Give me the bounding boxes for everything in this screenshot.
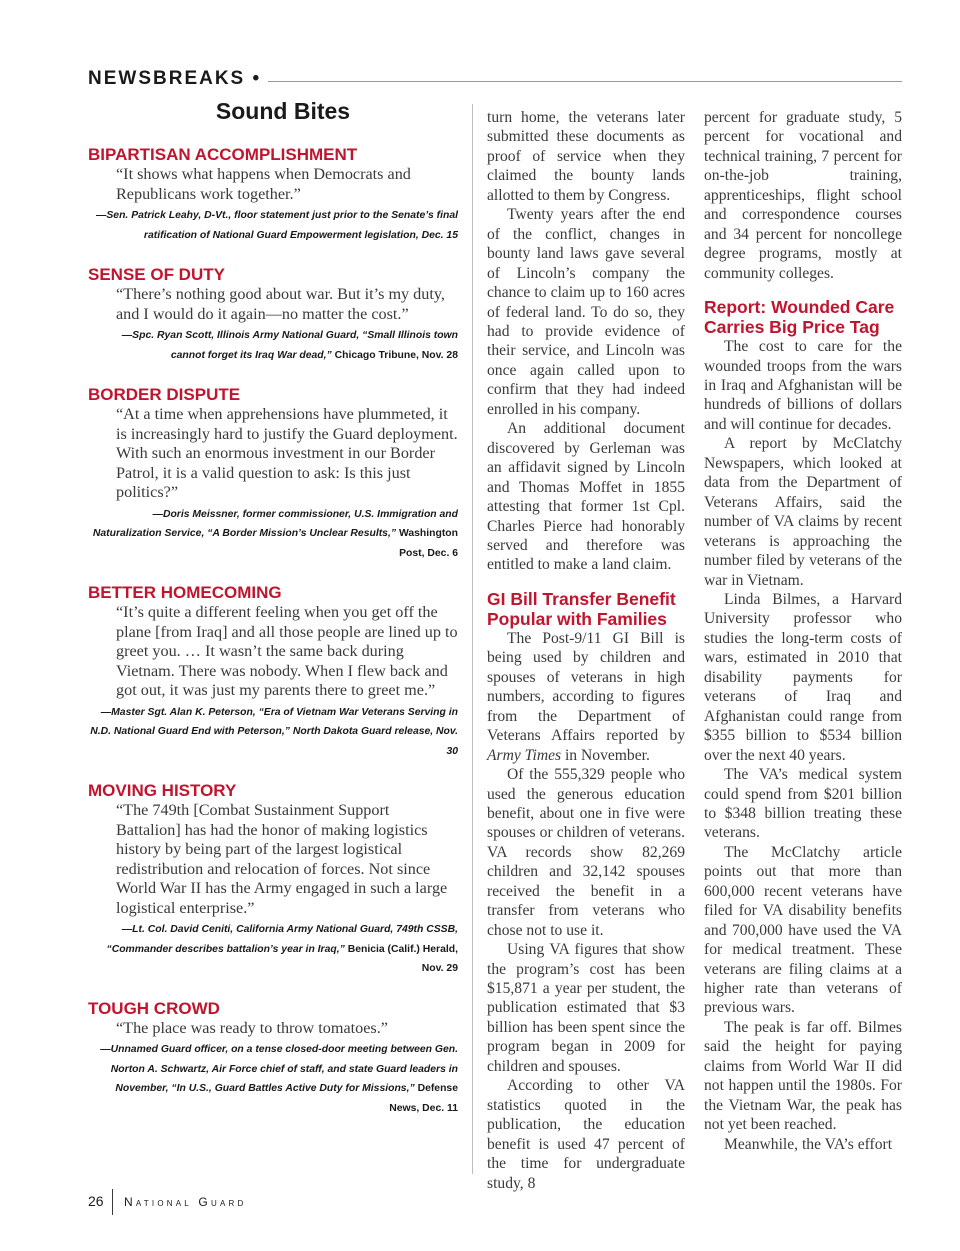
body-paragraph: percent for graduate study, 5 percent for vocational and technical training, 7 percent for on-the-job training, apprenticeships, flight school and correspondence courses and 34 percent for noncollege degree programs, mostly at community colleges. bbox=[704, 109, 902, 282]
body-paragraph: The peak is far off. Bilmes said the height for paying claims from World War II did not happen until the 1980s. For the Vietnam War, the peak has not yet been reached. bbox=[704, 1018, 902, 1134]
sound-bite bbox=[88, 385, 458, 563]
section-label: NEWSBREAKS • bbox=[88, 68, 262, 89]
attribution-text: —Spc. Ryan Scott, Illinois Army National Guard, “Small Illinois town cannot forget its Iraq War dead,” bbox=[121, 330, 458, 361]
sound-bite bbox=[88, 265, 458, 365]
body-paragraph: The cost to care for the wounded troops from the wars in Iraq and Afghanistan will be hundreds of billions of dollars and will continue for decades. bbox=[704, 338, 902, 433]
attribution-text: —Sen. Patrick Leahy, D-Vt., floor statement just prior to the Senate’s final ratification of National Guard Empowerment legislation, Dec. 15 bbox=[95, 210, 458, 241]
sound-bite-heading: BETTER HOMECOMING bbox=[88, 583, 282, 602]
sound-bite-heading: TOUGH CROWD bbox=[88, 998, 220, 1018]
body-paragraph: The VA’s medical system could spend from $201 billion to $348 billion treating these veterans. bbox=[704, 766, 902, 842]
sound-bite-heading: MOVING HISTORY bbox=[88, 781, 237, 800]
sound-bite-quote: “There’s nothing good about war. But it’s my duty, and I would do it again—no matter the cost.” bbox=[116, 285, 445, 323]
body-paragraph: The McClatchy article points out that more than 600,000 recent veterans have filed for VA disability benefits and 700,000 have used the VA for medical treatment. These veterans are filing claims at a higher rate than veterans of previous wars. bbox=[704, 843, 902, 1017]
body-paragraph: Of the 555,329 people who used the generous education benefit, about one in five were spouses or children of veterans. VA records show 82,269 children and 32,142 spouses received the benefit in a transfer from veterans who chose not to use it. bbox=[487, 766, 685, 939]
footer-divider bbox=[112, 1189, 113, 1215]
body-paragraph: Twenty years after the end of the conflict, changes in bounty land laws gave several of Lincoln’s company the chance to claim up to 160 acres of federal land. To do so, they had to provide evidence of their service, and Lincoln was once again called upon to confirm that they had indeed enrolled in his company. bbox=[487, 206, 685, 418]
sound-bite-heading: BIPARTISAN ACCOMPLISHMENT bbox=[88, 145, 358, 164]
page-number: 26 bbox=[88, 1193, 104, 1209]
sound-bite-attribution bbox=[88, 326, 458, 365]
attribution-text: —Master Sgt. Alan K. Peterson, “Era of Vietnam War Veterans Serving in N.D. National Guard End with Peterson,” bbox=[90, 706, 458, 737]
sound-bite-heading: BORDER DISPUTE bbox=[88, 385, 241, 404]
column-divider bbox=[472, 104, 473, 1174]
body-paragraph: Meanwhile, the VA’s effort bbox=[724, 1135, 893, 1153]
article-heading: GI Bill Transfer Benefit Popular with Families bbox=[487, 588, 676, 629]
body-paragraph: Using VA figures that show the program’s cost has been $15,871 a year per student, the publication estimated that $3 billion has been spent since the program began in 2009 for children and spouses. bbox=[487, 941, 685, 1075]
sound-bite-attribution bbox=[88, 505, 458, 564]
paragraph-text: The Post-9/11 GI Bill is being used by children and spouses of veterans in high numbers, according to figures from the Department of Veterans Affairs reported by bbox=[487, 629, 685, 745]
article-column-3 bbox=[704, 108, 902, 1154]
sound-bites-column bbox=[88, 98, 458, 1138]
sound-bite bbox=[88, 781, 458, 979]
sound-bite bbox=[88, 145, 458, 245]
sound-bite-attribution bbox=[88, 1040, 458, 1118]
article-column-2 bbox=[487, 108, 685, 1193]
body-paragraph: turn home, the veterans later submitted these documents as proof of service when they claimed the bounty lands allotted to them by Congress. bbox=[487, 109, 685, 204]
section-rule bbox=[268, 81, 902, 82]
attribution-source: Washington Post, Dec. 6 bbox=[398, 528, 458, 559]
paragraph-text: in November. bbox=[561, 746, 650, 764]
body-paragraph: Linda Bilmes, a Harvard University professor who studies the long-term costs of wars, estimated in 2010 that disability payments for veterans of Iraq and Afghanistan could range from $355 billion to $534 billion over the next 40 years. bbox=[704, 590, 902, 764]
sound-bite-quote: “It’s quite a different feeling when you get off the plane [from Iraq] and all those people are lined up to greet you. … It wasn’t the same back during Vietnam. There was nobody. When I flew back and got out, it was just my parents there to greet me.” bbox=[116, 603, 458, 699]
body-paragraph: A report by McClatchy Newspapers, which looked at data from the Department of Veterans Affairs, said the number of VA claims by recent veterans is approaching the number filed by veterans of the war in Vietnam. bbox=[704, 435, 902, 589]
sound-bite-quote: “The place was ready to throw tomatoes.” bbox=[116, 1018, 388, 1037]
attribution-source: Defense News, Dec. 11 bbox=[389, 1083, 458, 1114]
publication-name: National Guard bbox=[124, 1195, 247, 1209]
sound-bites-title: Sound Bites bbox=[215, 98, 351, 124]
sound-bite-heading: SENSE OF DUTY bbox=[88, 265, 225, 284]
attribution-text: —Unnamed Guard officer, on a tense closed-door meeting between Gen. Norton A. Schwartz, Air Force chief of staff, and state Guard leaders in November, “In U.S., Guard Battles Active Duty for Missions,” bbox=[100, 1044, 458, 1094]
attribution-source: Chicago Tribune, Nov. 28 bbox=[334, 349, 458, 361]
article-heading: Report: Wounded Care Carries Big Price Tag bbox=[704, 297, 895, 338]
attribution-text: —Doris Meissner, former commissioner, U.S. Immigration and Naturalization Service, “A Border Mission’s Unclear Results,” bbox=[92, 508, 458, 539]
sound-bite-quote: “The 749th [Combat Sustainment Support Battalion] has had the honor of making logistics history by being part of the largest logistical redistribution and relocation of forces. Not since World War II has the Army engaged in such a large logistical enterprise.” bbox=[116, 801, 448, 917]
sound-bite-attribution bbox=[88, 703, 458, 762]
attribution-text: —Lt. Col. David Ceniti, California Army National Guard, 749th CSSB, “Commander describes battalion’s year in Iraq,” bbox=[106, 924, 458, 955]
sound-bite bbox=[88, 999, 458, 1119]
sound-bite-quote: “At a time when apprehensions have plummeted, it is increasingly hard to justify the Guard deployment. With such an enormous investment in our Border Patrol, it is a valid question to ask: Is this just politics?” bbox=[116, 405, 458, 501]
sound-bite-quote: “It shows what happens when Democrats and Republicans work together.” bbox=[116, 165, 411, 203]
attribution-source: Benicia (Calif.) Herald, Nov. 29 bbox=[347, 943, 458, 974]
sound-bite bbox=[88, 583, 458, 761]
publication-name: Army Times bbox=[487, 746, 562, 764]
attribution-source: North Dakota Guard release, Nov. 30 bbox=[292, 726, 458, 757]
body-paragraph: An additional document discovered by Gerleman was an affidavit signed by Lincoln and Thomas Moffet in 1855 attesting that former 1st Cpl. Charles Pierce had honorably served and therefore was entitled to make a land claim. bbox=[487, 420, 685, 574]
sound-bite-attribution bbox=[88, 206, 458, 245]
body-paragraph bbox=[487, 629, 685, 765]
sound-bite-attribution bbox=[88, 920, 458, 979]
body-paragraph: According to other VA statistics quoted in the publication, the education benefit is used 47 percent of the time for undergraduate study, 8 bbox=[487, 1077, 685, 1192]
